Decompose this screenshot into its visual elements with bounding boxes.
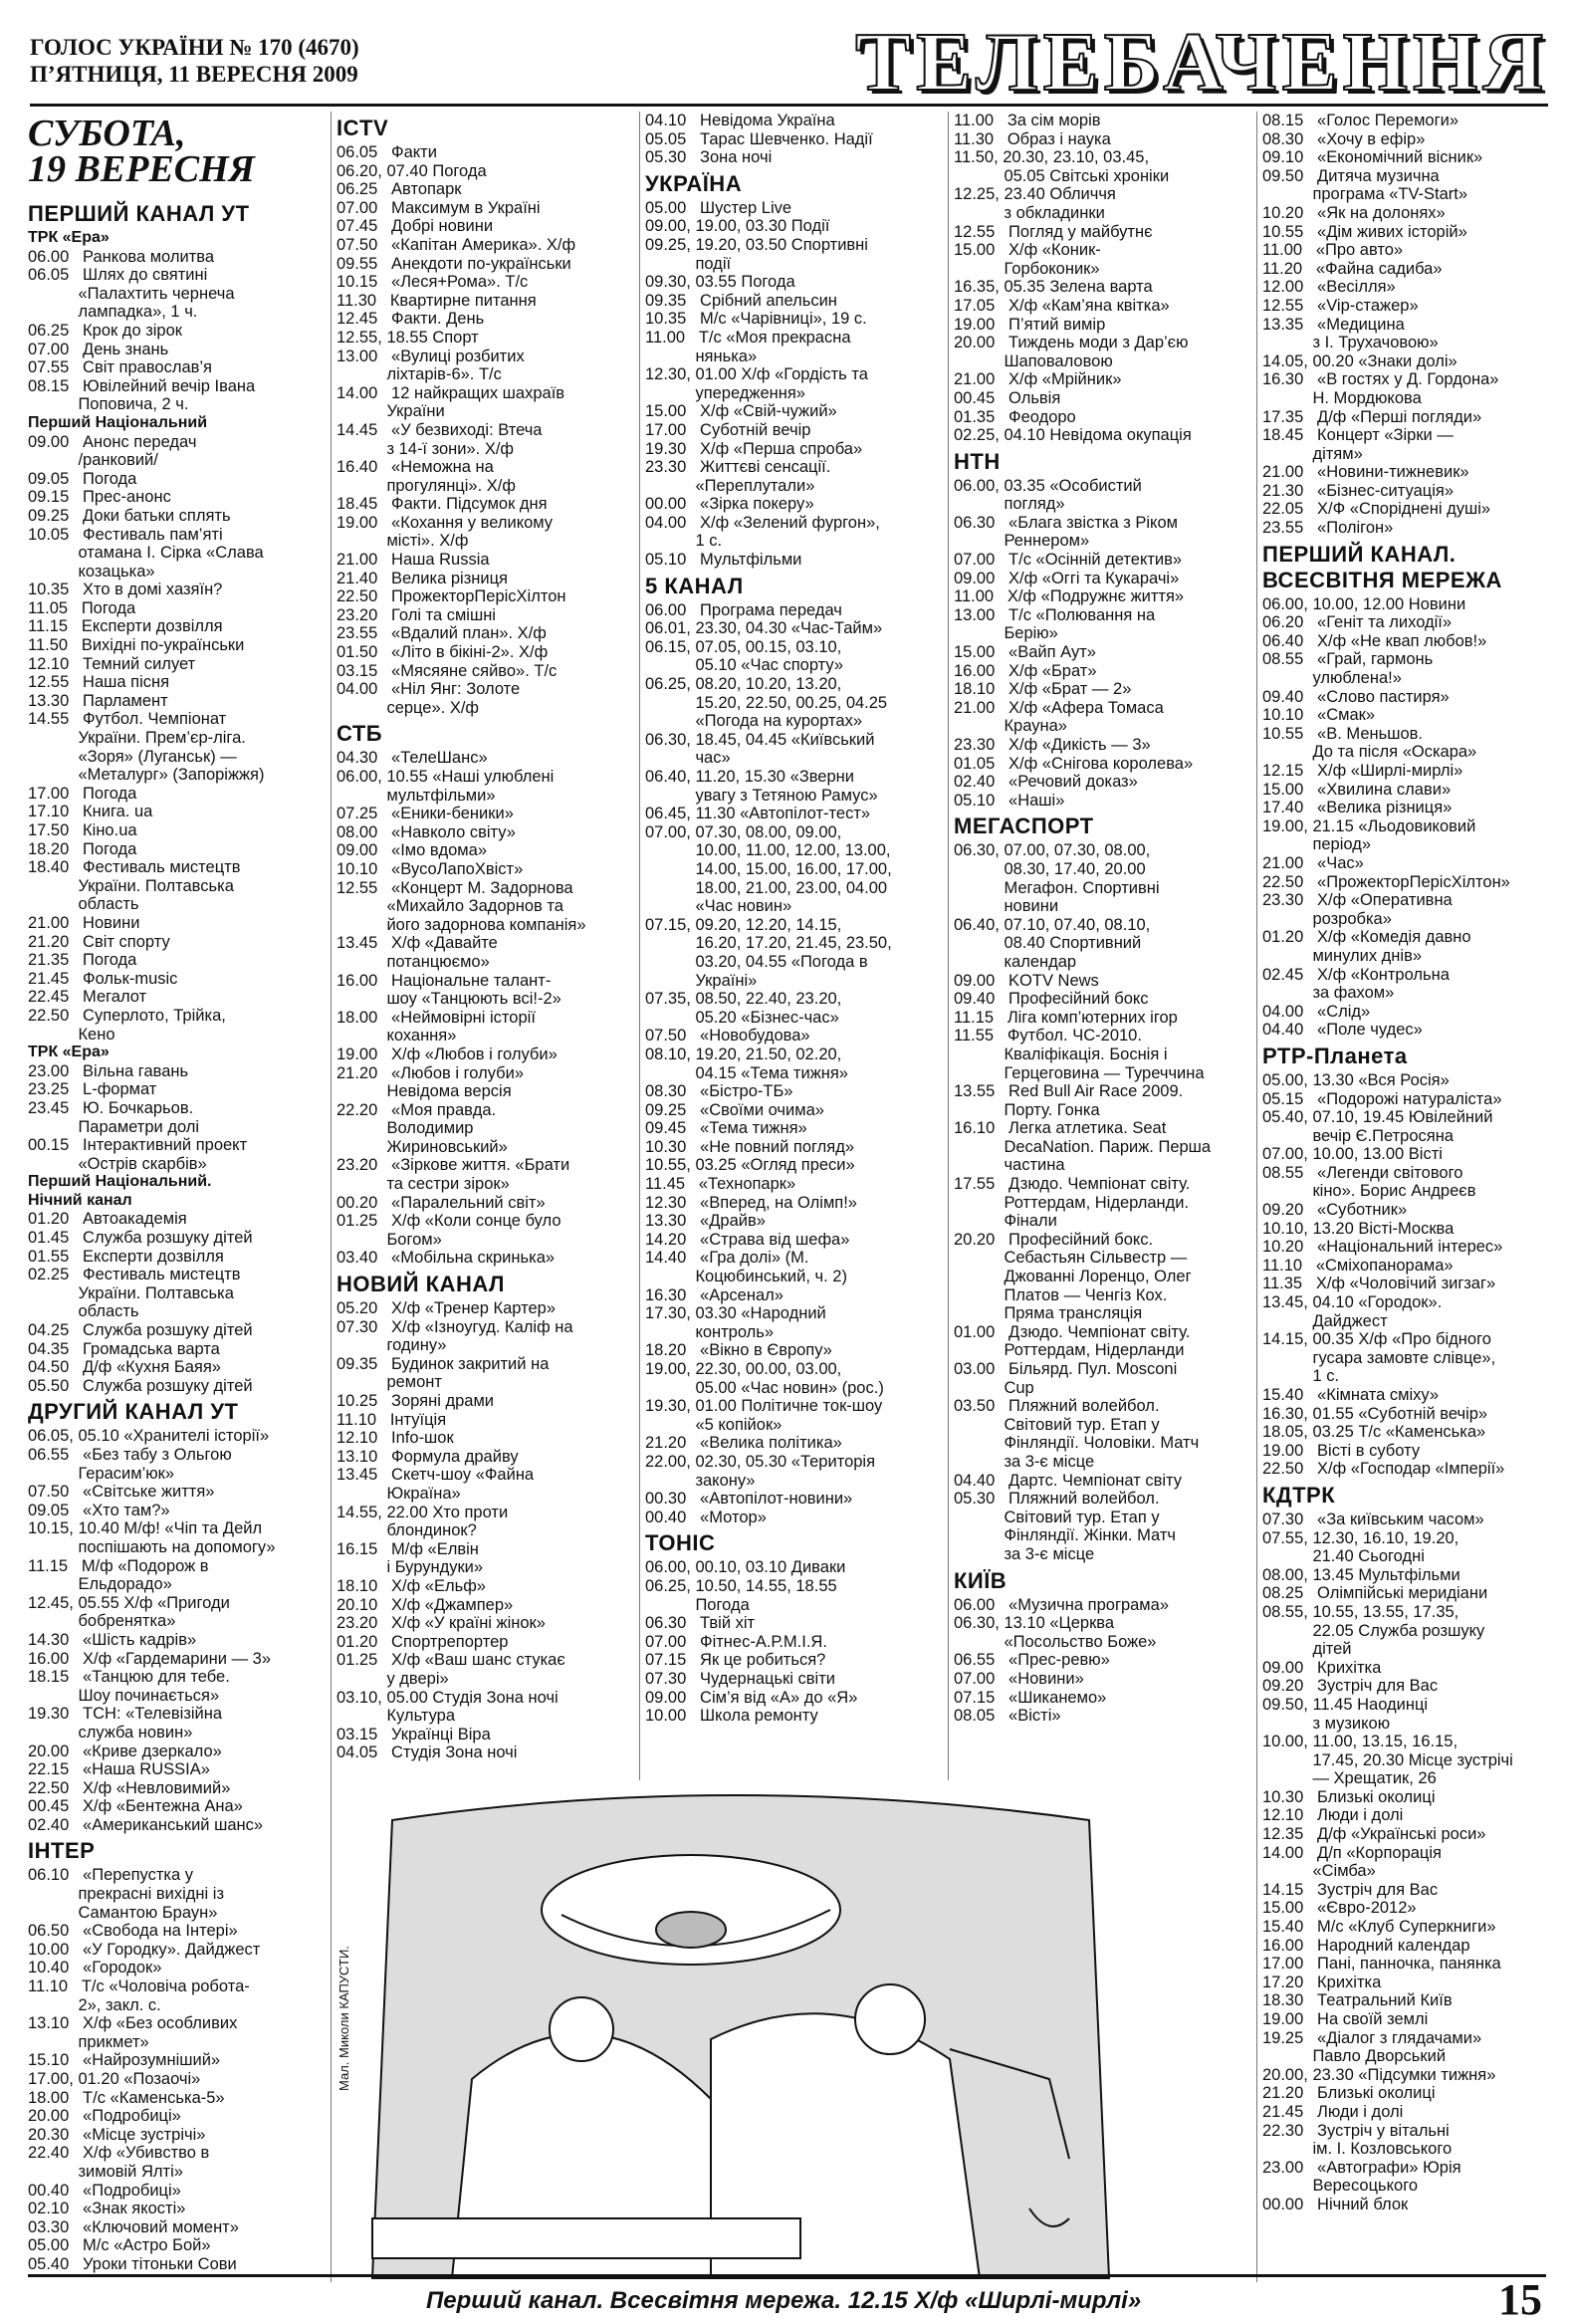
channel-heading: ICTV [336, 116, 389, 140]
channel-heading: НОВИЙ КАНАЛ [336, 1272, 505, 1297]
program-list: 08.15 «Голос Перемоги» 08.30 «Хочу в ефір» 09.10 «Економічний вісник» 09.50 Дитяча музична програма «TV-Start» 10.20 «Як на долонях» 10.55 «Дім живих історій» 11.00 «Про авто» 11.20 «Файна садиба» 12.00 «Весілля» 12.55 «Vip-стажер» 13.35 «Медицина з І. Трухачовою» 14.05, 00.20 «Знаки долі» 16.30 «В гостях у Д. Гордона» Н. Мордюкова 17.35 Д/ф «Перші погляди» 18.45 Концерт «Зірки — дітям» 21.00 «Новини-тижневик» 21.30 «Бізнес-ситуація» 22.05 Х/Ф «Споріднені душі» 23.55 «Полігон» [1262, 112, 1499, 538]
channel-heading: РТР-Планета [1262, 1043, 1408, 1068]
footer [28, 2274, 1546, 2323]
channel-heading: НТН [954, 448, 1001, 474]
channel-heading: ДРУГИЙ КАНАЛ УТ [28, 1399, 239, 1425]
program-list: 05.20 Х/ф «Тренер Картер» 07.30 Х/ф «Ізноугуд. Каліф на годину» 09.35 Будинок закритий на ремонт 10.25 Зоряні драми 11.10 Інтуїція 12.10 Info-шок 13.10 Формула драйву 13.45 Скетч-шоу «Файна Юкраїна» 14.55, 22.00 Хто проти блондинок? 16.15 М/ф «Елвін і Бурундуки» 18.10 Х/ф «Ельф» 20.10 Х/ф «Джампер» 23.20 Х/ф «У країні жінок» 01.20 Спортрепортер 01.25 Х/ф «Ваш шанс стукає у двері» 03.10, 05.00 Студія Зона ночі Культура 03.15 Українці Віра 04.05 Студія Зона ночі [336, 1299, 573, 1762]
program-list: 01.20 Автоакадемія 01.45 Служба розшуку дітей 01.55 Експерти дозвілля 02.25 Фестиваль мистецтв України. Полтавська область 04.25 Служба розшуку дітей 04.35 Громадська варта 04.50 Д/ф «Кухня Баяя» 05.50 Служба розшуку дітей [28, 1210, 253, 1395]
masthead-rule [30, 104, 1548, 107]
program-list: 06.00 Програма передач 06.01, 23.30, 04.30 «Час-Тайм» 06.15, 07.05, 00.15, 03.10, 05.10 «Час спорту» 06.25, 08.20, 10.20, 13.20, 15.20, 22.50, 00.25, 04.25 «Погода на курортах» 06.30, 18.45, 04.45 «Київський час» 06.40, 11.20, 15.30 «Зверни увагу з Тетяною Рамус» 06.45, 11.30 «Автопілот-тест» 07.00, 07.30, 08.00, 09.00, 10.00, 11.00, 12.00, 13.00, 14.00, 15.00, 16.00, 17.00, 18.00, 21.00, 23.00, 04.00 «Час новин» 07.15, 09.20, 12.20, 14.15, 16.20, 17.20, 21.45, 23.50, 03.20, 04.55 «Погода в Україні» 07.35, 08.50, 22.40, 23.20, 05.20 «Бізнес-час» 07.50 «Новобудова» 08.10, 19.20, 21.50, 02.20, 04.15 «Тема тижня» 08.30 «Бістро-ТБ» 09.25 «Своїми очима» 09.45 «Тема тижня» 10.30 «Не повний погляд» 10.55, 03.25 «Огляд преси» 11.45 «Технопарк» 12.30 «Вперед, на Олімп!» 13.30 «Драйв» 14.20 «Страва від шефа» 14.40 «Гра долі» (М. Коцюбинський, ч. 2) 16.30 «Арсенал» 17.30, 03.30 «Народний контроль» 18.20 «Вікно в Європу» 19.00, 22.30, 00.00, 03.00, 05.00 «Час новин» (рос.) 19.30, 01.00 Політичне ток-шоу «5 копійок» 21.20 «Велика політика» 22.00, 02.30, 05.30 «Територія закону» 00.30 «Автопілот-новини» 00.40 «Мотор» [645, 600, 892, 1526]
block-subheading: Перший Національний [28, 413, 208, 431]
program-list: 06.00, 03.35 «Особистий погляд» 06.30 «Блага звістка з Ріком Реннером» 07.00 Т/с «Осінній детектив» 09.00 Х/ф «Оггі та Кукарачі» 11.00 Х/ф «Подружнє життя» 13.00 Т/с «Полювання на Берію» 15.00 «Вайп Аут» 16.00 Х/ф «Брат» 18.10 Х/ф «Брат — 2» 21.00 Х/ф «Афера Томаса Крауна» 23.30 Х/ф «Дикість — 3» 01.05 Х/ф «Снігова королева» 02.40 «Речовий доказ» 05.10 «Наші» [954, 476, 1194, 810]
channel-heading: 5 КАНАЛ [645, 573, 744, 598]
program-list: 06.05 Факти 06.20, 07.40 Погода 06.25 Автопарк 07.00 Максимум в Україні 07.45 Добрі новини 07.50 «Капітан Америка». Х/ф 09.55 Анекдоти по-українськи 10.15 «Леся+Рома». Т/с 11.30 Квартирне питання 12.45 Факти. День 12.55, 18.55 Спорт 13.00 «Вулиці розбитих ліхтарів-6». Т/с 14.00 12 найкращих шахраїв України 14.45 «У безвиході: Втеча з 14-ї зони». Х/ф 16.40 «Неможна на прогулянці». Х/ф 18.45 Факти. Підсумок дня 19.00 «Кохання у великому місті». Х/ф 21.00 Наша Russia 21.40 Велика різниця 22.50 ПрожекторПерісХілтон 23.20 Голі та смішні 23.55 «Вдалий план». Х/ф 01.50 «Літо в бікіні-2». Х/ф 03.15 «Мясяяне сяйво». Т/с 04.00 «Ніл Янг: Золоте серце». Х/ф [336, 143, 576, 717]
program-list: 11.00 За сім морів 11.30 Образ і наука 11.50, 20.30, 23.10, 03.45, 05.05 Світські хроніки 12.25, 23.40 Обличчя з обкладинки 12.55 Погляд у майбутнє 15.00 Х/ф «Коник- Горбоконик» 16.35, 05.35 Зелена варта 17.05 Х/ф «Кам’яна квітка» 19.00 П’ятий вимір 20.00 Тиждень моди з Дар’єю Шаповаловою 21.00 Х/ф «Мрійник» 00.45 Ольвія 01.35 Феодоро 02.25, 04.10 Невідома окупація [954, 112, 1192, 445]
program-list: 06.05, 05.10 «Хранителі історії» 06.55 «Без табу з Ольгою Герасим’юк» 07.50 «Світське життя» 09.05 «Хто там?» 10.15, 10.40 М/ф! «Чіп та Дейл поспішають на допомогу» 11.15 М/ф «Подорож в Ельдорадо» 12.45, 05.55 Х/ф «Пригоди бобренятка» 14.30 «Шість кадрів» 16.00 Х/ф «Гардемарини — 3» 18.15 «Танцюю для тебе. Шоу починається» 19.30 ТСН: «Телевізійна служба новин» 20.00 «Криве дзеркало» 22.15 «Наша RUSSIA» 22.50 Х/ф «Невловимий» 00.45 Х/ф «Бентежна Ана» 02.40 «Американський шанс» [28, 1427, 276, 1834]
channel-heading: КДТРК [1262, 1482, 1336, 1508]
page-number: 15 [1498, 2275, 1542, 2324]
column-divider [1256, 112, 1257, 2282]
channel-heading: МЕГАСПОРТ [954, 813, 1094, 839]
channel-heading: ПЕРШИЙ КАНАЛ УТ [28, 201, 250, 226]
program-list: 06.00, 10.00, 12.00 Новини 06.20 «Геніт та лиходії» 06.40 Х/ф «Не квап любов!» 08.55 «Грай, гармонь улюблена!» 09.40 «Слово пастиря» 10.10 «Смак» 10.55 «В. Меньшов. До та після «Оскара» 12.15 Х/ф «Ширлі-мирлі» 15.00 «Хвилина слави» 17.40 «Велика різниця» 19.00, 21.15 «Льодовиковий період» 21.00 «Час» 22.50 «ПрожекторПерісХілтон» 23.30 Х/ф «Оперативна розробка» 01.20 Х/ф «Комедія давно минулих днів» 02.45 Х/ф «Контрольна за фахом» 04.00 «Слід» 04.40 «Поле чудес» [1262, 594, 1510, 1040]
issue-date: П’ЯТНИЦЯ, 11 ВЕРЕСНЯ 2009 [30, 62, 358, 87]
column-2 [336, 112, 633, 1762]
column-divider [331, 112, 332, 2282]
program-list: 07.30 «За київським часом» 07.55, 12.30, 16.10, 19.20, 21.40 Сьогодні 08.00, 13.45 Мультфільми 08.25 Олімпійські меридіани 08.55, 10.55, 13.55, 17.35, 22.05 Служба розшуку дітей 09.00 Крихітка 09.20 Зустріч для Вас 09.50, 11.45 Наодинці з музикою 10.00, 11.00, 13.15, 16.15, 17.45, 20.30 Місце зустрічі — Хрещатик, 26 10.30 Близькі околиці 12.10 Люди і долі 12.35 Д/ф «Українські роси» 14.00 Д/п «Корпорація «Сімба» 14.15 Зустріч для Вас 15.00 «Євро-2012» 15.40 М/с «Клуб Суперкниги» 16.00 Народний календар 17.00 Пані, панночка, панянка 17.20 Крихітка 18.30 Театральний Київ 19.00 На своїй землі 19.25 «Діалог з глядачами» Павло Дворський 20.00, 23.30 «Підсумки тижня» 21.20 Близькі околиці 21.45 Люди і долі 22.30 Зустріч у вітальні ім. І. Козловського 23.00 «Автографи» Юрія Вересоцького 00.00 Нічний блок [1262, 1510, 1513, 2213]
cartoon-illustration [333, 1780, 1139, 2288]
channel-heading: КИЇВ [954, 1567, 1008, 1593]
channel-heading: УКРАЇНА [645, 170, 743, 196]
block-subheading: ТРК «Ера» [28, 1044, 110, 1061]
program-list: 06.10 «Перепустка у прекрасні вихідні із Самантою Браун» 06.50 «Свобода на Інтері» 10.00 «У Городку». Дайджест 10.40 «Городок» 11.10 Т/с «Чоловіча робота- 2», закл. с. 13.10 Х/ф «Без особливих прикмет» 15.10 «Найрозумніший» 17.00, 01.20 «Позаочі» 18.00 Т/с «Каменська-5» 20.00 «Подробиці» 20.30 «Місце зустрічі» 22.40 Х/ф «Убивство в зимовій Ялті» 00.40 «Подробиці» 02.10 «Знак якості» 03.30 «Ключовий момент» 05.00 М/с «Астро Бой» 05.40 Уроки тітоньки Сови [28, 1866, 261, 2273]
program-list: 06.00 «Музична програма» 06.30, 13.10 «Церква «Посольство Боже» 06.55 «Прес-ревю» 07.00 «Новини» 07.15 «Шиканемо» 08.05 «Вісті» [954, 1595, 1170, 1726]
program-list: 05.00 Шустер Live 09.00, 19.00, 03.30 Події 09.25, 19.20, 03.50 Спортивні події 09.30, 03.55 Погода 09.35 Срібний апельсин 10.35 М/с «Чарівниці», 19 с. 11.00 Т/с «Моя прекрасна нянька» 12.30, 01.00 Х/ф «Гордість та упередження» 15.00 Х/ф «Свій-чужий» 17.00 Суботній вечір 19.30 Х/ф «Перша спроба» 23.30 Життєві сенсації. «Переплутали» 00.00 «Зірка покеру» 04.00 Х/ф «Зелений фургон», 1 с. 05.10 Мультфільми [645, 198, 880, 570]
program-list: 04.30 «ТелеШанс» 06.00, 10.55 «Наші улюблені мультфільми» 07.25 «Еники-беники» 08.00 «Навколо світу» 09.00 «Імо вдома» 10.10 «ВусоЛапоХвіст» 12.55 «Концерт М. Задорнова «Михайло Задорнов та його задорнова компанія» 13.45 Х/ф «Давайте потанцюємо» 16.00 Національне талант- шоу «Танцюють всі!-2» 18.00 «Неймовірні історії кохання» 19.00 Х/ф «Любов і голуби» 21.20 «Любов і голуби» Невідома версія 22.20 «Моя правда. Володимир Жириновський» 23.20 «Зіркове життя. «Брати та сестри зірок» 00.20 «Паралельний світ» 01.25 Х/ф «Коли сонце було Богом» 03.40 «Мобільна скринька» [336, 749, 586, 1268]
block-subheading: ТРК «Ера» [28, 229, 110, 246]
program-list: 06.30, 07.00, 07.30, 08.00, 08.30, 17.40, 20.00 Мегафон. Спортивні новини 06.40, 07.10, 07.40, 08.10, 08.40 Спортивний календар 09.00 KOTV News 09.40 Професійний бокс 11.15 Ліга комп’ютерних ігор 11.55 Футбол. ЧС-2010. Кваліфікація. Боснія і Герцеговина — Туреччина 13.55 Red Bull Air Race 2009. Порту. Гонка 16.10 Легка атлетика. Seat DecaNation. Париж. Перша частина 17.55 Дзюдо. Чемпіонат світу. Роттердам, Нідерланди. Фінали 20.20 Професійний бокс. Себастьян Сільвестр — Джованні Лоренцо, Олег Платов — Ченгіз Кох. Пряма трансляція 01.00 Дзюдо. Чемпіонат світу. Роттердам, Нідерланди 03.00 Більярд. Пул. Mosconi Cup 03.50 Пляжний волейбол. Світовий тур. Етап у Фінляндії. Чоловіки. Матч за 3-є місце 04.40 Дартс. Чемпіонат світу 05.30 Пляжний волейбол. Світовий тур. Етап у Фінляндії. Жінки. Матч за 3-є місце [954, 841, 1212, 1563]
paper-issue: ГОЛОС УКРАЇНИ № 170 (4670) [30, 35, 359, 60]
channel-heading: ІНТЕР [28, 1838, 96, 1864]
program-list: 06.00 Ранкова молитва 06.05 Шлях до святині «Палахтить чернеча лампадка», 1 ч. 06.25 Крок до зірок 07.00 День знань 07.55 Світ православ’я 08.15 Ювілейний вечір Івана Поповича, 2 ч. [28, 247, 256, 414]
program-list: 09.00 Анонс передач /ранковий/ 09.05 Погода 09.15 Прес-анонс 09.25 Доки батьки сплять 10.05 Фестиваль пам’яті отамана І. Сірка «Слава козацька» 10.35 Хто в домі хазяїн? 11.05 Погода 11.15 Експерти дозвілля 11.50 Вихідні по-українськи 12.10 Темний силует 12.55 Наша пісня 13.30 Парламент 14.55 Футбол. Чемпіонат України. Прем’єр-ліга. «Зоря» (Луганськ) — «Металург» (Запоріжжя) 17.00 Погода 17.10 Книга. ua 17.50 Кіно.ua 18.20 Погода 18.40 Фестиваль мистецтв України. Полтавська область 21.00 Новини 21.20 Світ спорту 21.35 Погода 21.45 Фольк-music 22.45 Мегалот 22.50 Суперлото, Трійка, Кено [28, 432, 265, 1044]
program-list: 06.00, 00.10, 03.10 Диваки 06.25, 10.50, 14.55, 18.55 Погода 06.30 Твій хіт 07.00 Фітнес-А.Р.М.І.Я. 07.15 Як це робиться? 07.30 Чудернацькі світи 09.00 Сім’я від «А» до «Я» 10.00 Школа ремонту [645, 1558, 858, 1726]
program-list: 23.00 Вільна гавань 23.25 L-формат 23.45 Ю. Бочкарьов. Параметри долі 00.15 Інтерактивний проект «Острів скарбів» [28, 1061, 248, 1173]
channel-heading: СТБ [336, 721, 383, 747]
channel-heading: ТОНІС [645, 1530, 716, 1556]
masthead [0, 0, 1570, 110]
block-subheading: Перший Національний. Нічний канал [28, 1173, 212, 1209]
day-heading: СУБОТА, 19 ВЕРЕСНЯ [28, 113, 255, 190]
channel-heading: ПЕРШИЙ КАНАЛ. ВСЕСВІТНЯ МЕРЕЖА [1262, 541, 1502, 592]
program-list: 05.00, 13.30 «Вся Росія» 05.15 «Подорожі натураліста» 05.40, 07.10, 19.45 Ювілейний вечір Є.Петросяна 07.00, 10.00, 13.00 Вісті 08.55 «Легенди світового кіно». Борис Андреєв 09.20 «Суботник» 10.10, 13.20 Вісті-Москва 10.20 «Національний інтерес» 11.10 «Сміхопанорама» 11.35 Х/ф «Чоловічий зигзаг» 13.45, 04.10 «Городок». Дайджест 14.15, 00.35 Х/ф «Про бідного гусара замовте слівце», 1 с. 15.40 «Кімната сміху» 16.30, 01.55 «Суботній вечір» 18.05, 03.25 Т/с «Каменська» 19.00 Вісті в суботу 22.50 Х/ф «Господар «Імперії» [1262, 1070, 1505, 1479]
footer-promo: Перший канал. Всесвітня мережа. 12.15 Х/ф «Ширлі-мирлі» [426, 2287, 1142, 2314]
column-1 [28, 112, 325, 2274]
column-3 [645, 112, 942, 1726]
section-title: ТЕЛЕБАЧЕННЯ [855, 16, 1548, 109]
illustration-credit: Мал. Миколи КАПУСТИ. [336, 1946, 351, 2091]
masthead-info [30, 34, 359, 88]
column-5 [1262, 112, 1546, 2214]
column-4 [954, 112, 1250, 1726]
program-list: 04.10 Невідома Україна 05.05 Тарас Шевченко. Надії 05.30 Зона ночі [645, 112, 873, 167]
